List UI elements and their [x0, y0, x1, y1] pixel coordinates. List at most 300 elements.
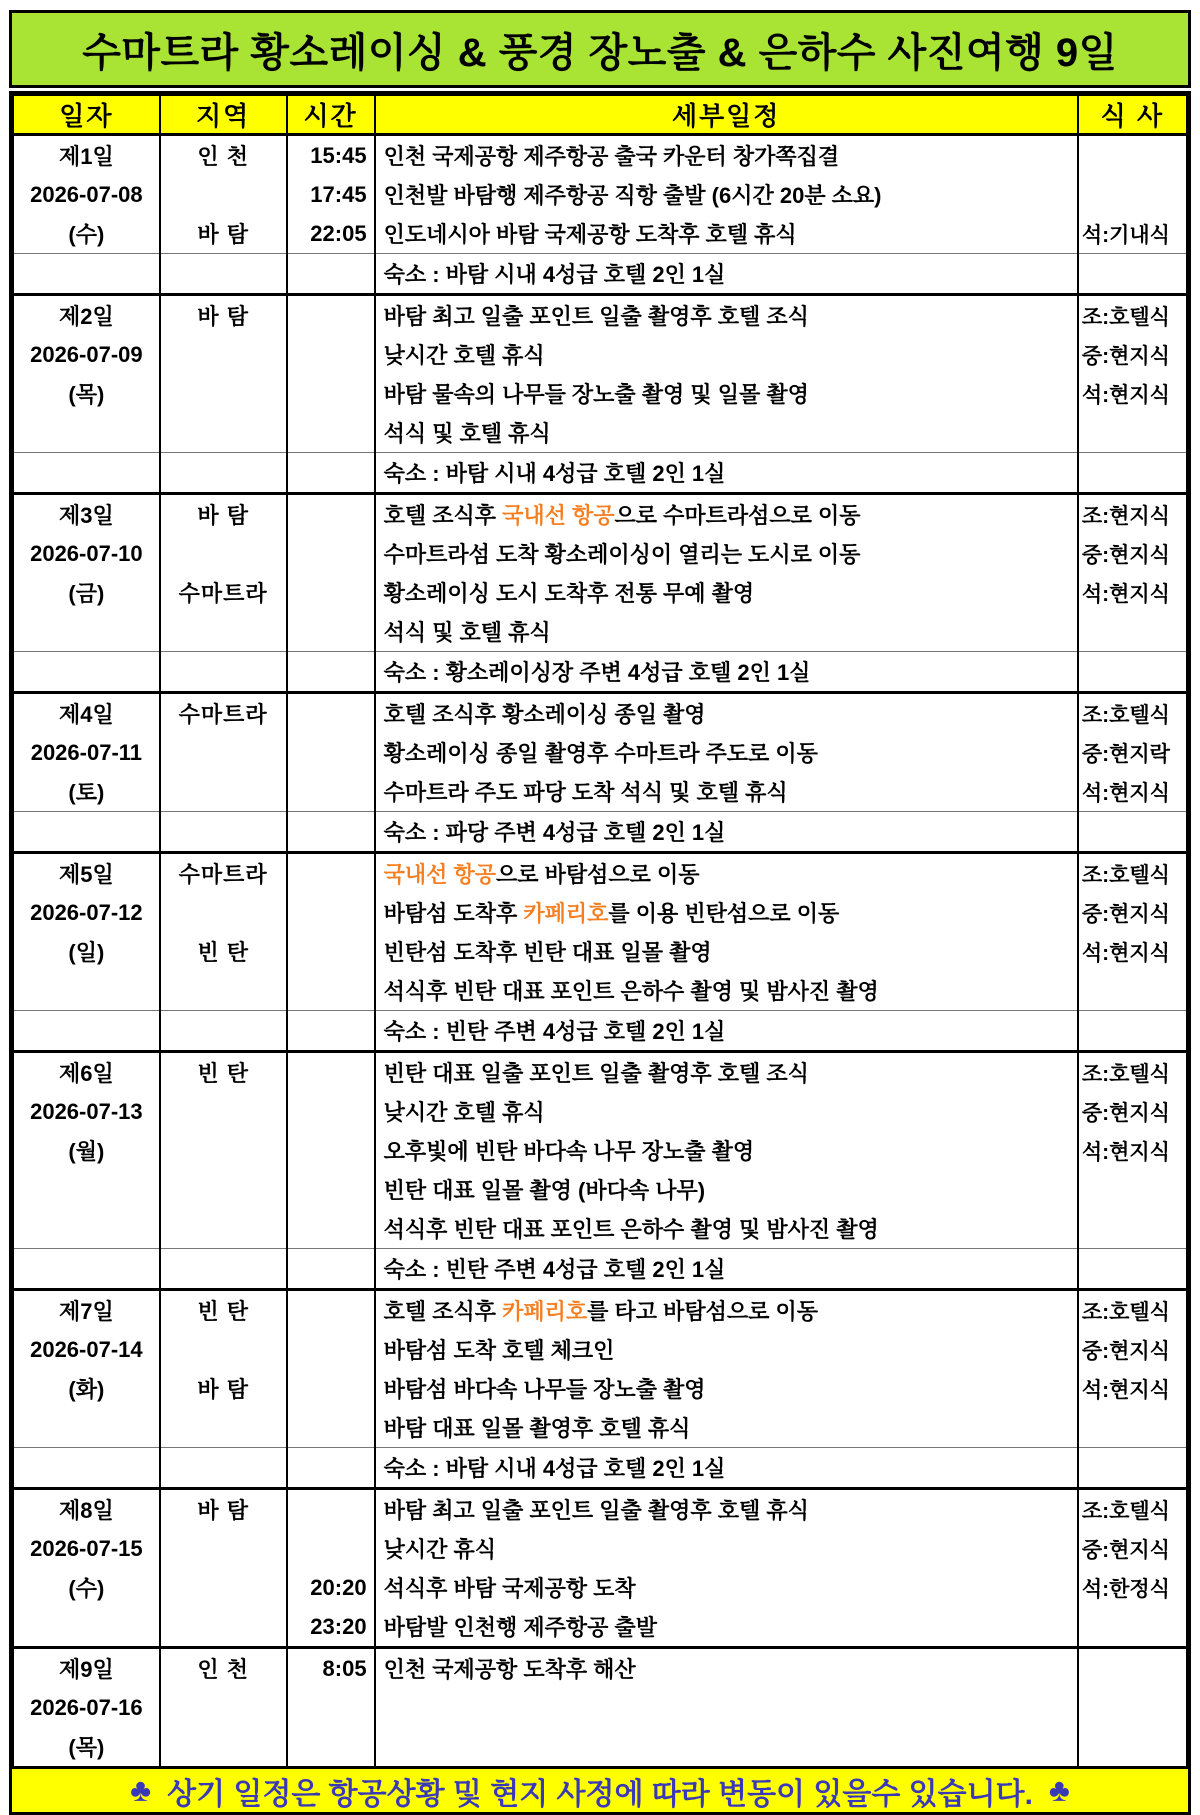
meal-cell — [1078, 812, 1187, 853]
lodging-cell: 숙소 : 바탐 시내 4성급 호텔 2인 1실 — [375, 453, 1078, 494]
date-cell: 2026-07-14 — [13, 1330, 160, 1369]
schedule-text: 석식후 바탐 국제공항 도착 — [383, 1576, 636, 1601]
schedule-cell — [375, 693, 1078, 734]
region-cell — [160, 893, 287, 932]
region-cell: 수마트라 — [160, 693, 287, 734]
time-cell — [287, 1249, 375, 1290]
schedule-text: 낮시간 호텔 휴식 — [383, 343, 545, 368]
time-cell — [287, 1131, 375, 1170]
day-6-line-3 — [13, 1131, 1187, 1170]
day-4-line-1 — [13, 693, 1187, 734]
date-cell: (목) — [13, 1727, 160, 1766]
schedule-text: 바탐섬 바다속 나무들 장노출 촬영 — [383, 1377, 706, 1402]
date-cell — [13, 413, 160, 453]
date-cell: 제6일 — [13, 1052, 160, 1093]
lodging-cell: 숙소 : 빈탄 주변 4성급 호텔 2인 1실 — [375, 1011, 1078, 1052]
time-cell — [287, 295, 375, 336]
time-cell — [287, 1170, 375, 1209]
schedule-text: 호텔 조식후 — [383, 1299, 503, 1324]
schedule-cell — [375, 1369, 1078, 1408]
date-cell: (일) — [13, 932, 160, 971]
day-7-line-3 — [13, 1369, 1187, 1408]
day-6-line-2 — [13, 1092, 1187, 1131]
day-6-line-1 — [13, 1052, 1187, 1093]
schedule-text: 석식 및 호텔 휴식 — [383, 620, 551, 645]
meal-cell — [1078, 612, 1187, 652]
schedule-text: 으로 수마트라섬으로 이동 — [614, 503, 861, 528]
day-8-line-3 — [13, 1568, 1187, 1607]
date-cell: 2026-07-09 — [13, 335, 160, 374]
region-cell — [160, 652, 287, 693]
schedule-cell — [375, 1568, 1078, 1607]
date-cell: (토) — [13, 772, 160, 812]
time-cell — [287, 1727, 375, 1766]
time-cell — [287, 1369, 375, 1408]
schedule-cell — [375, 1529, 1078, 1568]
date-cell: 2026-07-16 — [13, 1688, 160, 1727]
time-cell — [287, 893, 375, 932]
day-4-lodging-row — [13, 812, 1187, 853]
page-title-text: 수마트라 황소레이싱 & 풍경 장노출 & 은하수 사진여행 9일 — [82, 30, 1118, 75]
schedule-text: 빈탄 대표 일몰 촬영 (바다속 나무) — [383, 1178, 706, 1203]
schedule-cell — [375, 1209, 1078, 1249]
schedule-cell — [375, 135, 1078, 176]
region-cell — [160, 335, 287, 374]
time-cell — [287, 1011, 375, 1052]
schedule-text: 바탐 최고 일출 포인트 일출 촬영후 호텔 조식 — [383, 304, 809, 329]
schedule-cell — [375, 1489, 1078, 1530]
date-cell: (월) — [13, 1131, 160, 1170]
day-1-lodging-row — [13, 254, 1187, 295]
meal-cell — [1078, 1249, 1187, 1290]
date-cell: 제7일 — [13, 1290, 160, 1331]
time-cell — [287, 413, 375, 453]
time-cell — [287, 374, 375, 413]
day-9-line-3 — [13, 1727, 1187, 1766]
meal-cell: 석:현지식 — [1078, 772, 1187, 812]
region-cell: 수마트라 — [160, 573, 287, 612]
schedule-text: 인천 국제공항 제주항공 출국 카운터 창가쪽집결 — [383, 144, 840, 169]
time-cell — [287, 1529, 375, 1568]
schedule-text: 황소레이싱 도시 도착후 전통 무예 촬영 — [383, 581, 755, 606]
schedule-cell — [375, 1131, 1078, 1170]
date-cell: (금) — [13, 573, 160, 612]
day-6-lodging-row — [13, 1249, 1187, 1290]
schedule-cell — [375, 1688, 1078, 1727]
day-7-line-1 — [13, 1290, 1187, 1331]
day-5-lodging-row — [13, 1011, 1187, 1052]
schedule-text: 바탐 물속의 나무들 장노출 촬영 및 일몰 촬영 — [383, 382, 809, 407]
time-cell: 23:20 — [287, 1607, 375, 1648]
region-cell — [160, 1408, 287, 1448]
schedule-cell — [375, 853, 1078, 894]
day-2-lodging-row — [13, 453, 1187, 494]
time-cell — [287, 494, 375, 535]
day-9-line-2 — [13, 1688, 1187, 1727]
schedule-cell — [375, 214, 1078, 254]
schedule-text: 수마트라섬 도착 황소레이싱이 열리는 도시로 이동 — [383, 542, 861, 567]
meal-cell: 석:기내식 — [1078, 214, 1187, 254]
region-cell: 수마트라 — [160, 853, 287, 894]
highlighted-schedule-text: 카페리호 — [523, 901, 609, 926]
region-cell — [160, 1688, 287, 1727]
time-cell — [287, 1290, 375, 1331]
schedule-text: 바탐섬 도착후 — [383, 901, 524, 926]
region-cell — [160, 772, 287, 812]
date-cell: 제8일 — [13, 1489, 160, 1530]
schedule-text: 호텔 조식후 — [383, 503, 503, 528]
day-8-line-4 — [13, 1607, 1187, 1648]
lodging-cell: 숙소 : 바탐 시내 4성급 호텔 2인 1실 — [375, 1448, 1078, 1489]
meal-cell: 조:호텔식 — [1078, 1290, 1187, 1331]
time-cell — [287, 812, 375, 853]
date-cell: (수) — [13, 1568, 160, 1607]
schedule-text: 오후빛에 빈탄 바다속 나무 장노출 촬영 — [383, 1139, 755, 1164]
schedule-cell — [375, 1727, 1078, 1766]
meal-cell: 조:호텔식 — [1078, 853, 1187, 894]
day-4-line-2 — [13, 733, 1187, 772]
region-cell: 빈 탄 — [160, 932, 287, 971]
time-cell — [287, 573, 375, 612]
time-cell — [287, 335, 375, 374]
schedule-text: 인천발 바탐행 제주항공 직항 출발 (6시간 20분 소요) — [383, 183, 882, 208]
date-cell — [13, 1607, 160, 1648]
meal-cell — [1078, 254, 1187, 295]
time-cell — [287, 652, 375, 693]
meal-cell: 석:현지식 — [1078, 1131, 1187, 1170]
date-cell: 2026-07-13 — [13, 1092, 160, 1131]
time-cell: 22:05 — [287, 214, 375, 254]
itinerary-table-frame — [9, 91, 1191, 1815]
meal-cell: 중:현지식 — [1078, 335, 1187, 374]
schedule-text: 인천 국제공항 도착후 해산 — [383, 1657, 636, 1682]
time-cell — [287, 1330, 375, 1369]
region-cell — [160, 1448, 287, 1489]
time-cell — [287, 1209, 375, 1249]
schedule-text: 황소레이싱 종일 촬영후 수마트라 주도로 이동 — [383, 741, 818, 766]
day-7-lodging-row — [13, 1448, 1187, 1489]
schedule-text: 를 이용 빈탄섬으로 이동 — [608, 901, 840, 926]
schedule-cell — [375, 573, 1078, 612]
highlighted-schedule-text: 국내선 항공 — [502, 503, 615, 528]
meal-cell: 석:현지식 — [1078, 932, 1187, 971]
meal-cell — [1078, 1448, 1187, 1489]
notice-bar — [12, 1766, 1188, 1812]
day-2-line-4 — [13, 413, 1187, 453]
meal-cell — [1078, 175, 1187, 214]
schedule-text: 석식후 빈탄 대표 포인트 은하수 촬영 및 밤사진 촬영 — [383, 1217, 879, 1242]
date-cell — [13, 612, 160, 652]
day-5-line-4 — [13, 971, 1187, 1011]
col-header-time: 시간 — [287, 95, 375, 135]
region-cell — [160, 453, 287, 494]
date-cell — [13, 453, 160, 494]
date-cell: 제1일 — [13, 135, 160, 176]
region-cell: 바 탐 — [160, 214, 287, 254]
meal-cell: 조:호텔식 — [1078, 295, 1187, 336]
schedule-text: 바탐섬 도착 호텔 체크인 — [383, 1338, 615, 1363]
date-cell — [13, 971, 160, 1011]
time-cell — [287, 1448, 375, 1489]
schedule-cell — [375, 1092, 1078, 1131]
date-cell: 제2일 — [13, 295, 160, 336]
date-cell: 2026-07-11 — [13, 733, 160, 772]
time-cell — [287, 1688, 375, 1727]
schedule-cell — [375, 1290, 1078, 1331]
date-cell: (수) — [13, 214, 160, 254]
day-1-line-3 — [13, 214, 1187, 254]
meal-cell — [1078, 1688, 1187, 1727]
region-cell — [160, 254, 287, 295]
schedule-text: 를 타고 바탐섬으로 이동 — [587, 1299, 818, 1324]
date-cell: (목) — [13, 374, 160, 413]
day-7-line-4 — [13, 1408, 1187, 1448]
region-cell: 인 천 — [160, 135, 287, 176]
region-cell — [160, 1209, 287, 1249]
meal-cell — [1078, 453, 1187, 494]
col-header-region: 지역 — [160, 95, 287, 135]
schedule-text: 석식후 빈탄 대표 포인트 은하수 촬영 및 밤사진 촬영 — [383, 979, 879, 1004]
meal-cell: 조:호텔식 — [1078, 693, 1187, 734]
date-cell: (화) — [13, 1369, 160, 1408]
time-cell — [287, 772, 375, 812]
time-cell — [287, 971, 375, 1011]
time-cell — [287, 1092, 375, 1131]
region-cell — [160, 1249, 287, 1290]
date-cell — [13, 812, 160, 853]
day-2-line-3 — [13, 374, 1187, 413]
day-3-line-4 — [13, 612, 1187, 652]
club-icon: ♣ — [130, 1772, 152, 1808]
region-cell: 바 탐 — [160, 1489, 287, 1530]
date-cell — [13, 1448, 160, 1489]
region-cell — [160, 1727, 287, 1766]
meal-cell — [1078, 1408, 1187, 1448]
day-3-line-1 — [13, 494, 1187, 535]
date-cell — [13, 1170, 160, 1209]
region-cell: 바 탐 — [160, 295, 287, 336]
notice-text: 상기 일정은 항공상황 및 현지 사정에 따라 변동이 있을수 있습니다. — [167, 1777, 1033, 1811]
meal-cell: 중:현지식 — [1078, 1092, 1187, 1131]
region-cell — [160, 612, 287, 652]
meal-cell — [1078, 1170, 1187, 1209]
meal-cell: 조:호텔식 — [1078, 1052, 1187, 1093]
schedule-cell — [375, 175, 1078, 214]
region-cell — [160, 1131, 287, 1170]
schedule-cell — [375, 1648, 1078, 1689]
region-cell: 바 탐 — [160, 1369, 287, 1408]
region-cell — [160, 374, 287, 413]
region-cell — [160, 413, 287, 453]
day-8-line-2 — [13, 1529, 1187, 1568]
date-cell — [13, 1011, 160, 1052]
date-cell: 제9일 — [13, 1648, 160, 1689]
meal-cell: 석:현지식 — [1078, 374, 1187, 413]
day-3-line-3 — [13, 573, 1187, 612]
date-cell — [13, 254, 160, 295]
time-cell: 17:45 — [287, 175, 375, 214]
highlighted-schedule-text: 국내선 항공 — [383, 862, 496, 887]
table-header — [13, 95, 1187, 135]
region-cell — [160, 1011, 287, 1052]
meal-cell — [1078, 413, 1187, 453]
meal-cell: 석:현지식 — [1078, 1369, 1187, 1408]
schedule-text: 바탐 최고 일출 포인트 일출 촬영후 호텔 휴식 — [383, 1498, 809, 1523]
schedule-text: 바탐 대표 일몰 촬영후 호텔 휴식 — [383, 1416, 691, 1441]
schedule-text: 호텔 조식후 황소레이싱 종일 촬영 — [383, 702, 706, 727]
lodging-cell: 숙소 : 빈탄 주변 4성급 호텔 2인 1실 — [375, 1249, 1078, 1290]
lodging-cell: 숙소 : 바탐 시내 4성급 호텔 2인 1실 — [375, 254, 1078, 295]
schedule-cell — [375, 413, 1078, 453]
region-cell — [160, 1092, 287, 1131]
date-cell — [13, 1249, 160, 1290]
schedule-text: 빈탄 대표 일출 포인트 일출 촬영후 호텔 조식 — [383, 1061, 809, 1086]
schedule-text: 낮시간 호텔 휴식 — [383, 1100, 545, 1125]
schedule-text: 낮시간 휴식 — [383, 1537, 496, 1562]
day-6-line-4 — [13, 1170, 1187, 1209]
schedule-text: 으로 바탐섬으로 이동 — [495, 862, 700, 887]
region-cell — [160, 1170, 287, 1209]
meal-cell: 석:현지식 — [1078, 573, 1187, 612]
meal-cell: 중:현지식 — [1078, 534, 1187, 573]
region-cell — [160, 1529, 287, 1568]
day-9-line-1 — [13, 1648, 1187, 1689]
page-title — [9, 10, 1191, 88]
day-4-line-3 — [13, 772, 1187, 812]
schedule-cell — [375, 1607, 1078, 1648]
meal-cell — [1078, 1011, 1187, 1052]
schedule-cell — [375, 1170, 1078, 1209]
meal-cell — [1078, 1607, 1187, 1648]
day-5-line-2 — [13, 893, 1187, 932]
schedule-text: 수마트라 주도 파당 도착 석식 및 호텔 휴식 — [383, 780, 788, 805]
region-cell — [160, 175, 287, 214]
time-cell — [287, 1408, 375, 1448]
meal-cell: 중:현지식 — [1078, 1330, 1187, 1369]
date-cell: 2026-07-15 — [13, 1529, 160, 1568]
meal-cell: 조:현지식 — [1078, 494, 1187, 535]
schedule-cell — [375, 335, 1078, 374]
schedule-cell — [375, 295, 1078, 336]
day-3-lodging-row — [13, 652, 1187, 693]
meal-cell: 중:현지식 — [1078, 893, 1187, 932]
day-3-line-2 — [13, 534, 1187, 573]
time-cell: 15:45 — [287, 135, 375, 176]
schedule-cell — [375, 1052, 1078, 1093]
schedule-cell — [375, 733, 1078, 772]
schedule-cell — [375, 932, 1078, 971]
date-cell: 제5일 — [13, 853, 160, 894]
date-cell — [13, 1209, 160, 1249]
region-cell: 빈 탄 — [160, 1052, 287, 1093]
date-cell — [13, 1408, 160, 1448]
time-cell — [287, 254, 375, 295]
region-cell — [160, 1330, 287, 1369]
schedule-cell — [375, 494, 1078, 535]
meal-cell — [1078, 652, 1187, 693]
header-row — [13, 95, 1187, 135]
schedule-cell — [375, 1330, 1078, 1369]
date-cell — [13, 652, 160, 693]
day-5-line-1 — [13, 853, 1187, 894]
time-cell — [287, 693, 375, 734]
region-cell: 인 천 — [160, 1648, 287, 1689]
schedule-cell — [375, 534, 1078, 573]
region-cell — [160, 971, 287, 1011]
date-cell: 제4일 — [13, 693, 160, 734]
date-cell: 제3일 — [13, 494, 160, 535]
schedule-cell — [375, 893, 1078, 932]
meal-cell — [1078, 1648, 1187, 1689]
region-cell — [160, 733, 287, 772]
meal-cell — [1078, 135, 1187, 176]
region-cell: 빈 탄 — [160, 1290, 287, 1331]
schedule-cell — [375, 1408, 1078, 1448]
date-cell: 2026-07-10 — [13, 534, 160, 573]
meal-cell: 중:현지식 — [1078, 1529, 1187, 1568]
meal-cell — [1078, 1727, 1187, 1766]
time-cell — [287, 932, 375, 971]
day-8-line-1 — [13, 1489, 1187, 1530]
time-cell — [287, 1052, 375, 1093]
schedule-cell — [375, 971, 1078, 1011]
meal-cell — [1078, 971, 1187, 1011]
schedule-text: 인도네시아 바탐 국제공항 도착후 호텔 휴식 — [383, 222, 797, 247]
meal-cell — [1078, 1209, 1187, 1249]
col-header-schedule: 세부일정 — [375, 95, 1078, 135]
region-cell — [160, 534, 287, 573]
schedule-cell — [375, 374, 1078, 413]
schedule-cell — [375, 612, 1078, 652]
schedule-cell — [375, 772, 1078, 812]
schedule-text: 바탐발 인천행 제주항공 출발 — [383, 1615, 657, 1640]
club-icon: ♣ — [1048, 1772, 1070, 1808]
day-2-line-2 — [13, 335, 1187, 374]
day-1-line-2 — [13, 175, 1187, 214]
meal-cell: 석:한정식 — [1078, 1568, 1187, 1607]
col-header-meal: 식 사 — [1078, 95, 1187, 135]
time-cell — [287, 853, 375, 894]
region-cell — [160, 1568, 287, 1607]
day-5-line-3 — [13, 932, 1187, 971]
day-7-line-2 — [13, 1330, 1187, 1369]
day-1-line-1 — [13, 135, 1187, 176]
time-cell: 20:20 — [287, 1568, 375, 1607]
time-cell — [287, 612, 375, 652]
meal-cell: 중:현지락 — [1078, 733, 1187, 772]
schedule-text: 석식 및 호텔 휴식 — [383, 421, 551, 446]
region-cell — [160, 812, 287, 853]
region-cell: 바 탐 — [160, 494, 287, 535]
time-cell: 8:05 — [287, 1648, 375, 1689]
time-cell — [287, 733, 375, 772]
region-cell — [160, 1607, 287, 1648]
itinerary-table — [12, 94, 1188, 1766]
time-cell — [287, 453, 375, 494]
lodging-cell: 숙소 : 파당 주변 4성급 호텔 2인 1실 — [375, 812, 1078, 853]
col-header-date: 일자 — [13, 95, 160, 135]
time-cell — [287, 1489, 375, 1530]
lodging-cell: 숙소 : 황소레이싱장 주변 4성급 호텔 2인 1실 — [375, 652, 1078, 693]
date-cell: 2026-07-08 — [13, 175, 160, 214]
time-cell — [287, 534, 375, 573]
day-2-line-1 — [13, 295, 1187, 336]
day-6-line-5 — [13, 1209, 1187, 1249]
highlighted-schedule-text: 카페리호 — [502, 1299, 588, 1324]
date-cell: 2026-07-12 — [13, 893, 160, 932]
schedule-text: 빈탄섬 도착후 빈탄 대표 일몰 촬영 — [383, 940, 712, 965]
itinerary-body — [13, 135, 1187, 1767]
